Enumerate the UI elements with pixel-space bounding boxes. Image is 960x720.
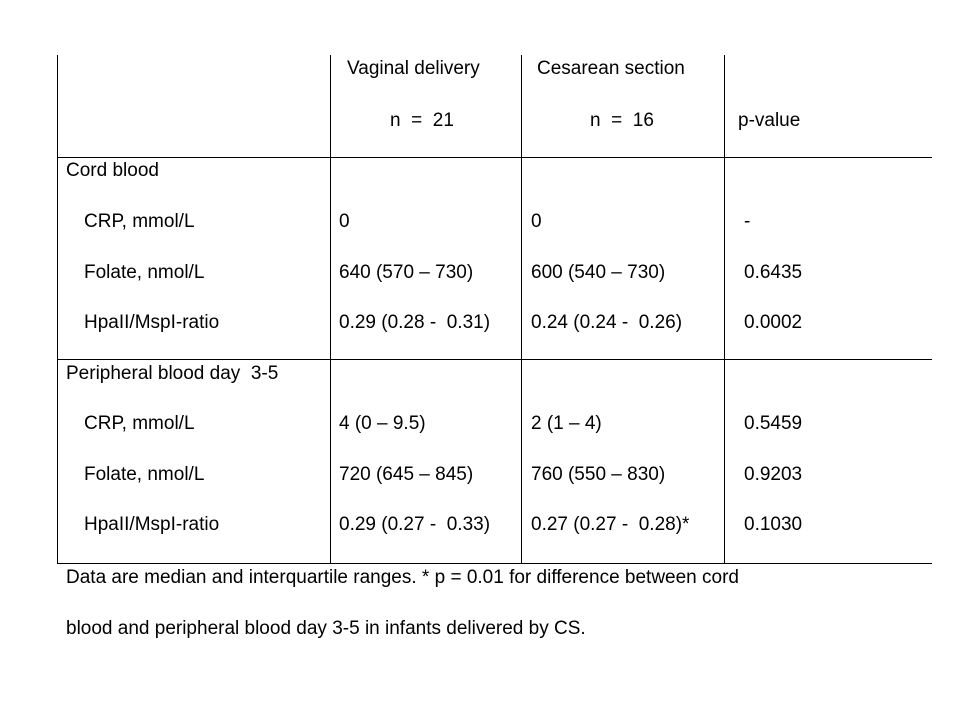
cell-p-value: 0.9203	[744, 464, 803, 485]
row-label: Folate, nmol/L	[84, 464, 205, 485]
section-divider-rule	[57, 359, 932, 360]
cell-vaginal: 0.29 (0.28 - 0.31)	[339, 312, 491, 333]
cell-cesarean: 600 (540 – 730)	[531, 262, 666, 283]
cell-vaginal: 0	[339, 211, 350, 232]
section-title-peripheral-blood: Peripheral blood day 3-5	[66, 363, 279, 384]
table-bottom-rule	[57, 563, 932, 564]
cell-p-value: 0.0002	[744, 312, 803, 333]
cell-p-value: 0.1030	[744, 514, 803, 535]
cell-cesarean: 2 (1 – 4)	[531, 413, 602, 434]
cell-vaginal: 4 (0 – 9.5)	[339, 413, 426, 434]
cell-p-value: 0.5459	[744, 413, 803, 434]
header-cesarean-n: n = 16	[590, 110, 654, 131]
cell-cesarean: 0.27 (0.27 - 0.28)*	[531, 514, 690, 535]
section-title-cord-blood: Cord blood	[66, 160, 159, 181]
cell-cesarean: 760 (550 – 830)	[531, 464, 666, 485]
row-label: Folate, nmol/L	[84, 262, 205, 283]
row-label: HpaII/MspI-ratio	[84, 312, 220, 333]
footnote-line-2: blood and peripheral blood day 3-5 in infants delivered by CS.	[66, 618, 586, 639]
cell-vaginal: 640 (570 – 730)	[339, 262, 474, 283]
cell-cesarean: 0	[531, 211, 542, 232]
cell-cesarean: 0.24 (0.24 - 0.26)	[531, 312, 683, 333]
header-bottom-rule	[57, 157, 932, 158]
row-label: HpaII/MspI-ratio	[84, 514, 220, 535]
column-divider-2	[521, 55, 522, 563]
cell-vaginal: 0.29 (0.27 - 0.33)	[339, 514, 491, 535]
cell-p-value: 0.6435	[744, 262, 803, 283]
header-p-value: p-value	[738, 110, 801, 131]
column-divider-1	[330, 55, 331, 563]
footnote-line-1: Data are median and interquartile ranges. * p = 0.01 for difference between cord	[66, 567, 739, 588]
row-label: CRP, mmol/L	[84, 211, 195, 232]
table-left-border	[57, 55, 58, 563]
cell-p-value: -	[744, 211, 751, 232]
header-vaginal-label: Vaginal delivery	[347, 58, 480, 79]
header-vaginal-n: n = 21	[390, 110, 454, 131]
column-divider-3	[724, 55, 725, 563]
row-label: CRP, mmol/L	[84, 413, 195, 434]
cell-vaginal: 720 (645 – 845)	[339, 464, 474, 485]
header-cesarean-label: Cesarean section	[537, 58, 685, 79]
